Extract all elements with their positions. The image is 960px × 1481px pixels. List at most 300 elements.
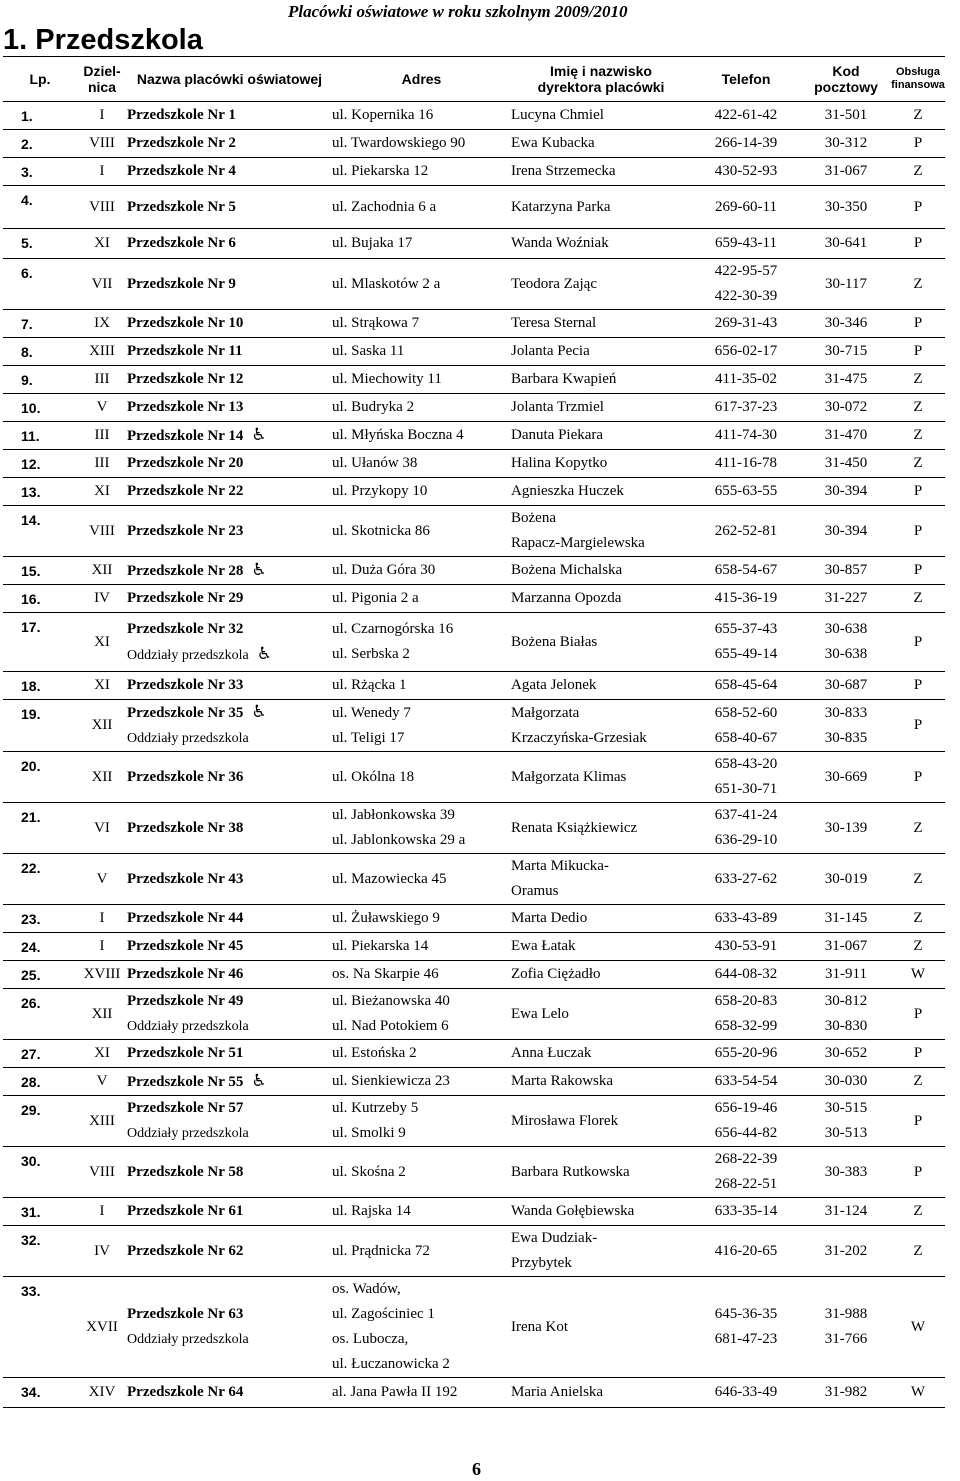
district-cell <box>77 450 127 478</box>
row-number-text: 9. <box>21 372 33 388</box>
director-cell <box>511 961 691 989</box>
preschool-name: Przedszkole Nr 1 <box>127 107 236 123</box>
kod-line: 30-515 <box>824 1100 868 1116</box>
tel-line: 658-43-20 <box>714 756 778 772</box>
table-row <box>3 310 945 338</box>
phone-cell <box>691 478 801 506</box>
district-cell <box>77 1277 127 1378</box>
preschool-name: Przedszkole Nr 33 <box>127 677 244 693</box>
dir-line: Wanda Gołębiewska <box>511 1203 635 1219</box>
finance-code: Z <box>913 163 923 179</box>
finance-cell <box>891 310 945 338</box>
postal-code-cell <box>801 158 891 186</box>
phone-cell <box>691 989 801 1040</box>
address-cell <box>332 259 511 310</box>
kod-line: 30-857 <box>824 562 868 578</box>
district-cell <box>77 338 127 366</box>
table-header <box>3 56 945 102</box>
tel-line: 269-31-43 <box>714 315 778 331</box>
director-cell <box>511 1096 691 1147</box>
tel-line: 422-95-57 <box>714 263 778 279</box>
finance-cell <box>891 1226 945 1277</box>
kod-line: 30-513 <box>824 1125 868 1141</box>
preschool-name: Przedszkole Nr 32 <box>127 620 244 637</box>
name-cell <box>127 933 332 961</box>
name-cell <box>127 259 332 310</box>
director-cell <box>511 450 691 478</box>
district-cell <box>77 672 127 700</box>
name-cell <box>127 672 332 700</box>
district-text: XIV <box>88 1384 116 1400</box>
director-cell <box>511 1198 691 1226</box>
tel-line: 411-35-02 <box>715 371 777 387</box>
tel-line: 430-53-91 <box>714 938 778 954</box>
postal-code-cell <box>801 1198 891 1226</box>
row-number <box>3 229 77 259</box>
director-cell <box>511 905 691 933</box>
postal-code-cell <box>801 366 891 394</box>
wheelchair-icon: ♿ <box>251 559 267 580</box>
director-cell <box>511 366 691 394</box>
finance-cell <box>891 557 945 585</box>
row-number <box>3 186 77 229</box>
row-number-text: 19. <box>21 706 41 722</box>
dir-line: Teresa Sternal <box>511 315 597 331</box>
finance-cell <box>891 506 945 557</box>
wheelchair-icon: ♿ <box>251 1070 267 1091</box>
tel-line: 656-02-17 <box>714 343 778 359</box>
kod-line: 31-988 <box>824 1306 868 1322</box>
address-cell <box>332 186 511 229</box>
district-text: I <box>99 107 105 123</box>
dir-line: Maria Anielska <box>511 1384 604 1400</box>
kod-line: 30-019 <box>824 870 868 887</box>
wheelchair-icon: ♿ <box>251 702 267 722</box>
preschool-name: Przedszkole Nr 20 <box>127 455 244 471</box>
row-number-text: 4. <box>21 192 33 208</box>
addr-line: ul. Nad Potokiem 6 <box>332 1018 449 1034</box>
postal-code-cell <box>801 989 891 1040</box>
district-text: XIII <box>89 1112 115 1129</box>
director-cell <box>511 1277 691 1378</box>
director-cell <box>511 933 691 961</box>
address-cell <box>332 557 511 585</box>
table-row <box>3 478 945 506</box>
tel-line: 411-74-30 <box>715 427 777 443</box>
finance-cell <box>891 933 945 961</box>
name-cell <box>127 961 332 989</box>
director-cell <box>511 229 691 259</box>
row-number <box>3 310 77 338</box>
header-nazwa: Nazwa placówki oświatowej <box>136 71 323 87</box>
dir-line: Ewa Lelo <box>511 1005 569 1022</box>
dir-line: Lucyna Chmiel <box>511 107 604 123</box>
dir-line: Marta Rakowska <box>511 1073 614 1089</box>
row-number-text: 28. <box>21 1074 41 1090</box>
dir-line: Anna Łuczak <box>511 1045 592 1061</box>
name-cell <box>127 394 332 422</box>
header-lp: Lp. <box>29 71 51 87</box>
kod-line: 30-687 <box>824 677 868 693</box>
row-number <box>3 366 77 394</box>
preschool-name: Przedszkole Nr 61 <box>127 1203 244 1219</box>
row-number <box>3 1226 77 1277</box>
table-row <box>3 854 945 905</box>
dir-line: Przybytek <box>511 1255 572 1271</box>
table-row <box>3 613 945 672</box>
dir-line: Danuta Piekara <box>511 427 604 443</box>
director-cell <box>511 1040 691 1068</box>
page-number: 6 <box>472 1459 481 1479</box>
header-dyrektor: Imię i nazwisko dyrektora placówki <box>537 63 665 95</box>
row-number <box>3 130 77 158</box>
finance-cell <box>891 102 945 130</box>
tel-line: 633-27-62 <box>714 870 778 887</box>
kod-line: 30-641 <box>824 235 868 251</box>
address-cell <box>332 422 511 450</box>
row-number <box>3 585 77 613</box>
addr-line: ul. Skotnicka 86 <box>332 522 430 539</box>
row-number <box>3 394 77 422</box>
finance-code: P <box>913 717 923 733</box>
director-cell <box>511 506 691 557</box>
preschool-name: Przedszkole Nr 29 <box>127 590 244 606</box>
finance-cell <box>891 905 945 933</box>
addr-line: ul. Budryka 2 <box>332 399 415 415</box>
director-cell <box>511 700 691 752</box>
preschool-name: Przedszkole Nr 6 <box>127 235 236 251</box>
finance-cell <box>891 338 945 366</box>
district-text: XI <box>94 483 110 499</box>
kod-line: 30-835 <box>824 729 868 746</box>
director-cell <box>511 1068 691 1096</box>
district-cell <box>77 1198 127 1226</box>
district-cell <box>77 259 127 310</box>
finance-cell <box>891 1147 945 1198</box>
dir-line: Wanda Woźniak <box>511 235 609 251</box>
dir-line: Marta Mikucka- <box>511 858 609 874</box>
director-cell <box>511 752 691 803</box>
row-number-text: 33. <box>21 1283 41 1299</box>
tel-line: 644-08-32 <box>714 966 778 982</box>
addr-line: ul. Łuczanowicka 2 <box>332 1356 450 1372</box>
finance-code: P <box>913 343 923 359</box>
address-cell <box>332 989 511 1040</box>
row-number-text: 7. <box>21 316 33 332</box>
kod-line: 30-312 <box>824 135 868 151</box>
name-cell <box>127 158 332 186</box>
postal-code-cell <box>801 557 891 585</box>
finance-code: Z <box>913 910 923 926</box>
preschool-table <box>3 101 945 1408</box>
kod-line: 30-139 <box>824 819 868 836</box>
district-cell <box>77 478 127 506</box>
postal-code-cell <box>801 102 891 130</box>
tel-line: 658-40-67 <box>714 729 778 746</box>
name-cell <box>127 1226 332 1277</box>
director-cell <box>511 310 691 338</box>
row-number-text: 16. <box>21 591 41 607</box>
dir-line: Agata Jelonek <box>511 677 597 693</box>
finance-code: Z <box>913 1073 923 1089</box>
finance-cell <box>891 1096 945 1147</box>
preschool-name: Przedszkole Nr 43 <box>127 870 244 887</box>
addr-line: ul. Zagościniec 1 <box>332 1306 435 1322</box>
addr-line: ul. Strąkowa 7 <box>332 315 420 331</box>
phone-cell <box>691 585 801 613</box>
phone-cell <box>691 310 801 338</box>
row-number <box>3 1068 77 1096</box>
preschool-name: Przedszkole Nr 2 <box>127 135 236 151</box>
district-cell <box>77 803 127 854</box>
finance-cell <box>891 1068 945 1096</box>
director-cell <box>511 478 691 506</box>
addr-line: ul. Teligi 17 <box>332 729 405 746</box>
postal-code-cell <box>801 450 891 478</box>
district-cell <box>77 989 127 1040</box>
tel-line: 681-47-23 <box>714 1331 778 1347</box>
finance-cell <box>891 229 945 259</box>
postal-code-cell <box>801 1096 891 1147</box>
kod-line: 31-911 <box>825 966 867 982</box>
tel-line: 646-33-49 <box>714 1384 778 1400</box>
postal-code-cell <box>801 310 891 338</box>
district-text: VIII <box>89 522 115 539</box>
director-cell <box>511 130 691 158</box>
postal-code-cell <box>801 933 891 961</box>
district-text: I <box>99 163 105 179</box>
name-cell <box>127 803 332 854</box>
finance-code: P <box>913 633 923 650</box>
row-number-text: 26. <box>21 995 41 1011</box>
tel-line: 422-30-39 <box>714 288 778 304</box>
preschool-name: Przedszkole Nr 64 <box>127 1384 244 1400</box>
director-cell <box>511 158 691 186</box>
district-text: VIII <box>89 135 115 151</box>
addr-line: ul. Smolki 9 <box>332 1125 406 1141</box>
table-row <box>3 366 945 394</box>
table-row <box>3 1068 945 1096</box>
addr-line: ul. Twardowskiego 90 <box>332 135 466 151</box>
address-cell <box>332 1378 511 1408</box>
phone-cell <box>691 158 801 186</box>
table-row <box>3 1147 945 1198</box>
table-body <box>3 102 945 1408</box>
address-cell <box>332 366 511 394</box>
preschool-name: Przedszkole Nr 13 <box>127 399 244 415</box>
kod-line: 30-394 <box>824 483 868 499</box>
preschool-name: Przedszkole Nr 55 <box>127 1073 244 1090</box>
row-number <box>3 158 77 186</box>
district-text: XII <box>91 562 113 578</box>
dir-line: Rapacz-Margielewska <box>511 535 645 551</box>
name-cell <box>127 700 332 752</box>
postal-code-cell <box>801 752 891 803</box>
header-obsluga: Obsługa finansowa <box>891 66 945 91</box>
phone-cell <box>691 130 801 158</box>
phone-cell <box>691 752 801 803</box>
address-cell <box>332 338 511 366</box>
row-number <box>3 961 77 989</box>
row-number-text: 11. <box>21 428 40 444</box>
phone-cell <box>691 933 801 961</box>
name-cell <box>127 1040 332 1068</box>
table-row <box>3 1226 945 1277</box>
director-cell <box>511 1147 691 1198</box>
postal-code-cell <box>801 1068 891 1096</box>
row-number-text: 34. <box>21 1384 41 1400</box>
tel-line: 655-37-43 <box>714 621 778 637</box>
tel-line: 262-52-81 <box>714 522 778 539</box>
name-cell <box>127 506 332 557</box>
table-row <box>3 130 945 158</box>
district-cell <box>77 1096 127 1147</box>
dir-line: Mirosława Florek <box>511 1112 619 1129</box>
finance-code: P <box>913 677 923 693</box>
addr-line: ul. Bieżanowska 40 <box>332 993 450 1009</box>
finance-cell <box>891 961 945 989</box>
addr-line: ul. Piekarska 14 <box>332 938 429 954</box>
dir-line: Barbara Rutkowska <box>511 1163 630 1180</box>
kod-line: 30-350 <box>824 198 868 215</box>
district-text: XII <box>91 768 113 785</box>
postal-code-cell <box>801 478 891 506</box>
header-adres: Adres <box>401 71 442 87</box>
dir-line: Małgorzata <box>511 704 580 721</box>
finance-cell <box>891 366 945 394</box>
tel-line: 655-63-55 <box>714 483 778 499</box>
kod-line: 30-669 <box>824 768 868 785</box>
address-cell <box>332 1198 511 1226</box>
tel-line: 633-54-54 <box>714 1073 778 1089</box>
table-row <box>3 158 945 186</box>
address-cell <box>332 229 511 259</box>
row-number-text: 1. <box>21 108 33 124</box>
table-row <box>3 905 945 933</box>
name-cell <box>127 229 332 259</box>
table-row <box>3 961 945 989</box>
dir-line: Renata Książkiewicz <box>511 819 638 836</box>
row-number-text: 32. <box>21 1232 41 1248</box>
name-cell <box>127 854 332 905</box>
table-row <box>3 1096 945 1147</box>
phone-cell <box>691 905 801 933</box>
preschool-name: Przedszkole Nr 11 <box>127 343 243 359</box>
district-cell <box>77 1226 127 1277</box>
name-cell <box>127 613 332 672</box>
phone-cell <box>691 1068 801 1096</box>
postal-code-cell <box>801 394 891 422</box>
address-cell <box>332 933 511 961</box>
district-cell <box>77 310 127 338</box>
row-number <box>3 1096 77 1147</box>
branch-note: Oddziały przedszkola <box>127 1332 249 1347</box>
postal-code-cell <box>801 1147 891 1198</box>
kod-line: 31-450 <box>824 455 868 471</box>
kod-line: 31-202 <box>824 1242 868 1259</box>
director-cell <box>511 585 691 613</box>
finance-code: P <box>913 1163 923 1180</box>
row-number-text: 3. <box>21 164 33 180</box>
district-text: VIII <box>89 198 115 215</box>
kod-line: 31-227 <box>824 590 868 606</box>
table-row <box>3 1198 945 1226</box>
tel-line: 655-20-96 <box>714 1045 778 1061</box>
addr-line: ul. Rajska 14 <box>332 1203 411 1219</box>
director-cell <box>511 186 691 229</box>
district-cell <box>77 961 127 989</box>
wheelchair-icon: ♿ <box>256 643 272 664</box>
finance-code: Z <box>913 1242 923 1259</box>
row-number-text: 23. <box>21 911 41 927</box>
dir-line: Ewa Łatak <box>511 938 576 954</box>
district-text: V <box>96 870 108 887</box>
row-number-text: 30. <box>21 1153 41 1169</box>
postal-code-cell <box>801 186 891 229</box>
preschool-name: Przedszkole Nr 4 <box>127 163 236 179</box>
director-cell <box>511 672 691 700</box>
phone-cell <box>691 1040 801 1068</box>
address-cell <box>332 450 511 478</box>
preschool-name: Przedszkole Nr 38 <box>127 819 244 836</box>
tel-line: 658-52-60 <box>714 704 778 721</box>
district-text: IX <box>94 315 110 331</box>
row-number <box>3 259 77 310</box>
branch-note: Oddziały przedszkola <box>127 1019 249 1034</box>
dir-line: Irena Kot <box>511 1318 569 1335</box>
kod-line: 30-830 <box>824 1018 868 1034</box>
row-number-text: 27. <box>21 1046 41 1062</box>
tel-line: 266-14-39 <box>714 135 778 151</box>
row-number <box>3 700 77 752</box>
address-cell <box>332 803 511 854</box>
tel-line: 430-52-93 <box>714 163 778 179</box>
district-text: I <box>99 938 105 954</box>
phone-cell <box>691 1226 801 1277</box>
row-number <box>3 854 77 905</box>
preschool-name: Przedszkole Nr 58 <box>127 1163 244 1180</box>
postal-code-cell <box>801 700 891 752</box>
director-cell <box>511 394 691 422</box>
addr-line: ul. Prądnicka 72 <box>332 1242 430 1259</box>
tel-line: 659-43-11 <box>715 235 777 251</box>
row-number-text: 13. <box>21 484 41 500</box>
name-cell <box>127 1068 332 1096</box>
name-cell <box>127 186 332 229</box>
district-cell <box>77 1378 127 1408</box>
tel-line: 655-49-14 <box>714 646 778 662</box>
postal-code-cell <box>801 338 891 366</box>
name-cell <box>127 905 332 933</box>
name-cell <box>127 1277 332 1378</box>
section-title: 1. Przedszkola <box>3 24 203 56</box>
row-number <box>3 752 77 803</box>
addr-line: ul. Bujaka 17 <box>332 235 413 251</box>
row-number-text: 31. <box>21 1204 41 1220</box>
kod-line: 30-072 <box>824 399 868 415</box>
dir-line: Ewa Kubacka <box>511 135 595 151</box>
district-text: VII <box>91 275 113 292</box>
district-cell <box>77 130 127 158</box>
district-cell <box>77 752 127 803</box>
finance-code: P <box>913 1005 923 1022</box>
district-text: IV <box>94 590 110 606</box>
row-number-text: 24. <box>21 939 41 955</box>
phone-cell <box>691 229 801 259</box>
postal-code-cell <box>801 905 891 933</box>
finance-code: P <box>913 198 923 215</box>
phone-cell <box>691 422 801 450</box>
